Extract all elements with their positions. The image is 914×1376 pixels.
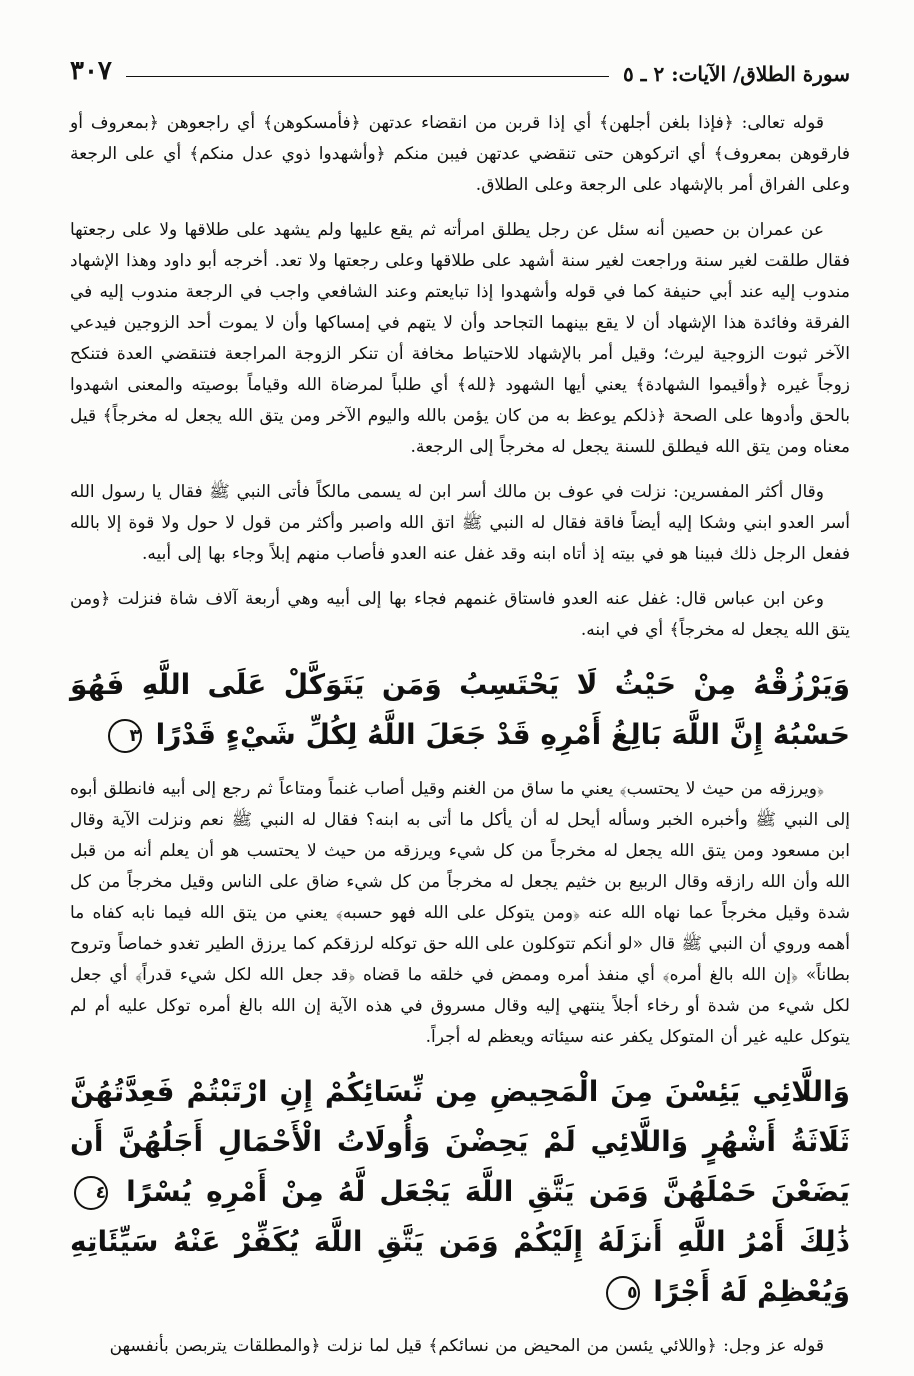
tafsir-paragraph-4: وعن ابن عباس قال: غفل عنه العدو فاستاق غنمهم فجاء بها إلى أبيه وهي أربعة آلاف شاة فنزلت ﴿ومن يتق الله يجعل له مخرجاً﴾ أي في ابنه. [70,589,850,640]
verse-4-text: وَاللَّائِي يَئِسْنَ مِنَ الْمَحِيضِ مِن نِّسَائِكُمْ إِنِ ارْتَبْتُمْ فَعِدَّتُهُنَّ ثَلَاثَةُ أَشْهُرٍ وَاللَّائِي لَمْ يَحِضْنَ وَأُولَاتُ الْأَحْمَالِ أَجَلُهُنَّ أَن يَضَعْنَ حَمْلَهُنَّ وَمَن يَتَّقِ اللَّهَ يَجْعَل لَّهُ مِنْ أَمْرِهِ يُسْرًا [70,1075,850,1208]
page-header [70,50,850,86]
tafsir-paragraph-2: عن عمران بن حصين أنه سئل عن رجل يطلق امرأته ثم يقع عليها ولم يشهد على طلاقها ولا على رجعتها فقال طلقت لغير سنة وراجعت لغير سنة أشهد على طلاقها وعلى رجعتها ولا تعد. أخرجه أبو داود وهذا الإشهاد مندوب إليه عند أبي حنيفة كما في قوله وأشهدوا إذا تبايعتم وعند الشافعي واجب في الرجعة مندوب إليه في الفرقة وفائدة هذا الإشهاد أن لا يقع بينهما التجاحد وأن لا يتهم في إمساكها وأن لا يموت أحد الزوجين فيدعي الآخر ثبوت الزوجية ليرث؛ وقيل أمر بالإشهاد للاحتياط مخافة أن تنكر الزوجة المراجعة فتنقضي العدة فتنكح زوجاً غيره ﴿وأقيموا الشهادة﴾ يعني أيها الشهود ﴿لله﴾ أي طلباً لمرضاة الله وقياماً بوصيته والمعنى اشهدوا بالحق وأدوها على الصحة ﴿ذلكم يوعظ به من كان يؤمن بالله واليوم الآخر ومن يتق الله يجعل له مخرجاً﴾ قيل معناه ومن يتق الله فيطلق للسنة يجعل له مخرجاً إلى الرجعة. [70,220,850,457]
verse-5-text: ذَٰلِكَ أَمْرُ اللَّهِ أَنزَلَهُ إِلَيْكُمْ وَمَن يَتَّقِ اللَّهَ يُكَفِّرْ عَنْهُ سَيِّئَاتِهِ وَيُعْظِمْ لَهُ أَجْرًا [70,1225,850,1308]
quran-verse-3 [70,660,850,760]
tafsir-paragraph-6: قوله عز وجل: ﴿واللائي يئسن من المحيض من نسائكم﴾ قيل لما نزلت ﴿والمطلقات يتربصن بأنفسهن [109,1336,824,1356]
verse-number-marker: ٥ [606,1276,640,1310]
tafsir-paragraph-1: قوله تعالى: ﴿فإذا بلغن أجلهن﴾ أي إذا قربن من انقضاء عدتهن ﴿فأمسكوهن﴾ أي راجعوهن ﴿بمعروف أو فارقوهن بمعروف﴾ أي اتركوهن حتى تنقضي عدتهن فيبن منكم ﴿وأشهدوا ذوي عدل منكم﴾ أي على الرجعة وعلى الفراق أمر بالإشهاد على الرجعة وعلى الطلاق. [70,113,850,195]
tafsir-paragraph-3: وقال أكثر المفسرين: نزلت في عوف بن مالك أسر ابن له يسمى مالكاً فأتى النبي ﷺ فقال يا رسول الله أسر العدو ابني وشكا إليه أيضاً فاقة فقال له النبي ﷺ اتق الله واصبر وأكثر من قول لا حول ولا قوة إلا بالله ففعل الرجل ذلك فبينا هو في بيته إذ أتاه ابنه وقد غفل عنه العدو فأصاب منهم إبلاً وجاء بها إلى أبيه. [70,482,850,564]
tafsir-paragraph-5: ﴿ويرزقه من حيث لا يحتسب﴾ يعني ما ساق من الغنم وقيل أصاب غنماً ومتاعاً ثم رجع إلى أبيه فانطلق أبوه إلى النبي ﷺ وأخبره الخبر وسأله أيحل له أن يأكل ما أتى به ابنه؟ فقال له النبي ﷺ نعم ونزلت الآية وقال ابن مسعود ومن يتق الله يجعل له مخرجاً من كل شيء ويرزقه من حيث لا يحتسب هو أن يعلم أنه من قبل الله وأن الله رازقه وقال الربيع بن خثيم يجعل له مخرجاً من كل شيء ضاق على الناس وقيل مخرجاً من كل شدة وقيل مخرجاً عما نهاه الله عنه ﴿ومن يتوكل على الله فهو حسبه﴾ يعني من يتق الله فيما نابه كفاه ما أهمه وروي أن النبي ﷺ قال «لو أنكم تتوكلون على الله حق توكله لرزقكم كما يرزق الطير تغدو خماصاً وتروح بطاناً» ﴿إن الله بالغ أمره﴾ أي منفذ أمره وممض في خلقه ما قضاه ﴿قد جعل الله لكل شيء قدراً﴾ أي جعل لكل شيء من شدة أو رخاء أجلاً ينتهي إليه وقال مسروق في هذه الآية إن الله بالغ أمره توكل عليه أم لم يتوكل عليه غير أن المتوكل يكفر عنه سيئاته ويعظم له أجراً. [70,779,850,1047]
verse-3-text: وَيَرْزُقْهُ مِنْ حَيْثُ لَا يَحْتَسِبُ وَمَن يَتَوَكَّلْ عَلَى اللَّهِ فَهُوَ حَسْبُهُ إِنَّ اللَّهَ بَالِغُ أَمْرِهِ قَدْ جَعَلَ اللَّهُ لِكُلِّ شَيْءٍ قَدْرًا [70,668,850,751]
verse-number-marker: ٤ [74,1176,108,1210]
quran-verses-4-5 [70,1067,850,1317]
verse-number-marker: ٣ [108,719,142,753]
page-number: ٣٠٧ [70,56,112,86]
running-title: سورة الطلاق/ الآيات: ٢ ـ ٥ [622,62,850,86]
header-rule [126,76,609,77]
